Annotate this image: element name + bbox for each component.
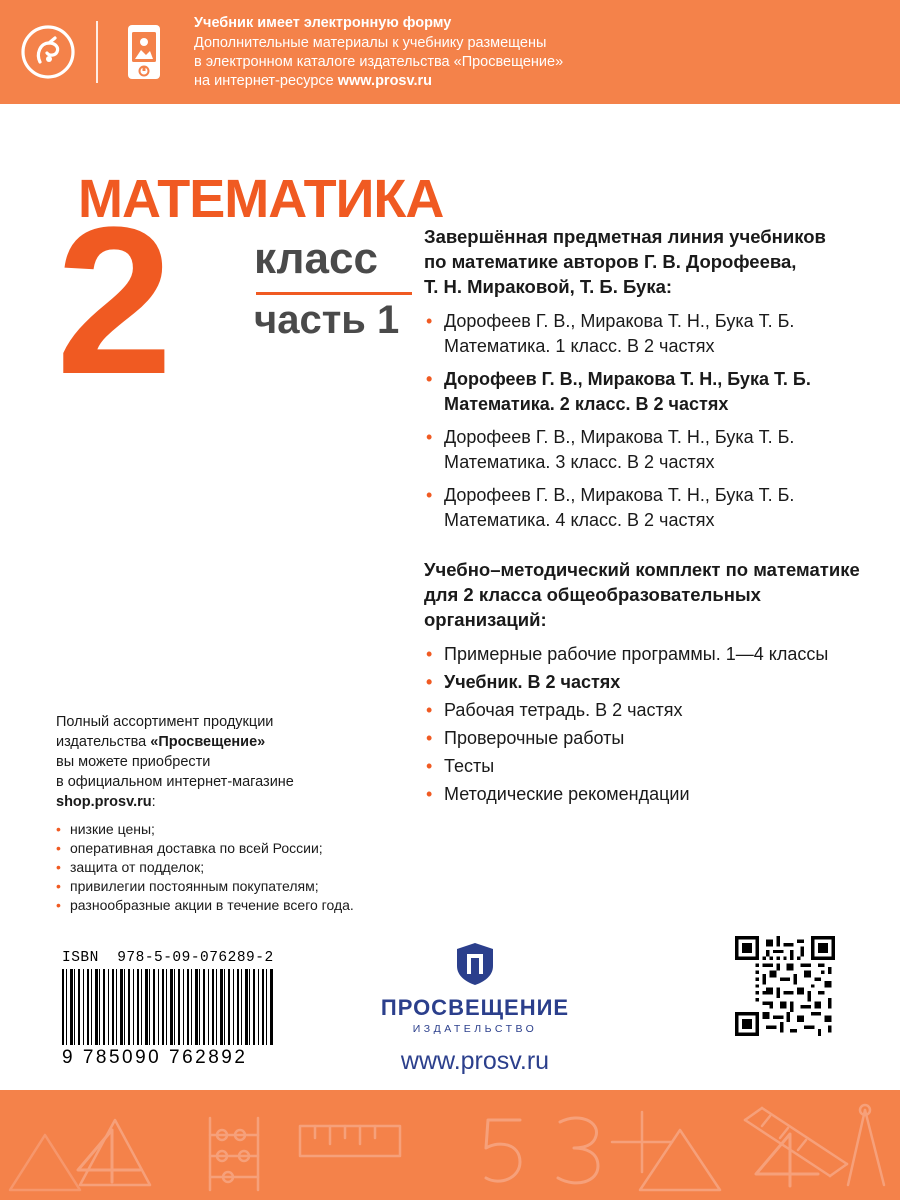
list-item: • Рабочая тетрадь. В 2 частях xyxy=(424,696,864,724)
isbn-label: ISBN xyxy=(62,950,99,966)
publisher-logo-icon xyxy=(0,24,96,80)
banner-divider xyxy=(96,21,98,83)
kit-heading-line-2: для 2 класса общеобразовательных организаций: xyxy=(424,584,761,630)
banner-line-1: Дополнительные материалы к учебнику размещены xyxy=(194,34,547,51)
publisher-url[interactable]: www.prosv.ru xyxy=(400,1047,550,1075)
book-authors: Дорофеев Г. В., Миракова Т. Н., Бука Т. Б. xyxy=(444,369,811,389)
online-shop-block xyxy=(56,712,396,915)
list-item: • Проверочные работы xyxy=(424,724,864,752)
series-heading-line-2: по математике авторов Г. В. Дорофеева, xyxy=(424,251,797,272)
banner-url[interactable]: www.prosv.ru xyxy=(337,72,433,89)
barcode-icon xyxy=(62,969,274,1045)
book-title: Математика. 1 класс. В 2 частях xyxy=(444,336,715,356)
list-item: • низкие цены; xyxy=(56,820,396,839)
list-item: • Методические рекомендации xyxy=(424,780,864,808)
shop-line-3: вы можете приобрести xyxy=(56,754,211,770)
list-item xyxy=(424,483,864,533)
series-and-kit-column xyxy=(424,224,864,808)
series-heading-line-1: Завершённая предметная линия учебников xyxy=(424,226,826,247)
qr-code-icon[interactable] xyxy=(735,936,835,1036)
book-title: Математика. 4 класс. В 2 частях xyxy=(444,510,715,530)
kit-item-list xyxy=(424,640,864,808)
electronic-form-banner xyxy=(0,0,900,104)
list-item: • разнообразные акции в течение всего года. xyxy=(56,896,396,915)
book-title: Математика. 3 класс. В 2 частях xyxy=(444,452,715,472)
isbn-barcode-block xyxy=(62,950,274,1069)
shop-line-2-prefix: издательства xyxy=(56,734,151,750)
math-symbols-pattern-icon xyxy=(0,1090,900,1200)
series-heading xyxy=(424,224,864,299)
shop-publisher-name: «Просвещение» xyxy=(150,734,266,750)
electronic-form-icon xyxy=(98,23,190,81)
book-authors: Дорофеев Г. В., Миракова Т. Н., Бука Т. Б. xyxy=(444,311,795,331)
list-item: • Учебник. В 2 частях xyxy=(424,668,864,696)
shop-line-5-suffix: : xyxy=(151,794,156,810)
cover-title-block xyxy=(56,134,444,424)
grade-word: класс xyxy=(254,234,378,283)
publisher-name: ПРОСВЕЩЕНИЕ xyxy=(380,995,570,1020)
publisher-subtitle: ИЗДАТЕЛЬСТВО xyxy=(412,1023,538,1035)
shop-line-1: Полный ассортимент продукции xyxy=(56,714,274,730)
kit-heading-line-1: Учебно–методический комплект по математике xyxy=(424,559,860,580)
kit-heading xyxy=(424,557,864,632)
shop-benefit-list xyxy=(56,820,396,915)
banner-text-block xyxy=(190,14,563,91)
list-item xyxy=(424,425,864,475)
isbn-code: 978-5-09-076289-2 xyxy=(117,950,274,966)
series-heading-line-3: Т. Н. Мираковой, Т. Б. Бука: xyxy=(424,276,673,297)
book-authors: Дорофеев Г. В., Миракова Т. Н., Бука Т. Б. xyxy=(444,485,795,505)
shop-url[interactable]: shop.prosv.ru xyxy=(56,794,152,810)
isbn-text xyxy=(62,950,274,966)
shop-line-4: в официальном интернет-магазине xyxy=(56,774,294,790)
list-item: • привилегии постоянным покупателям; xyxy=(56,877,396,896)
shop-line-2 xyxy=(56,732,396,752)
barcode-digits: 9 785090 762892 xyxy=(62,1047,248,1068)
banner-line-2: в электронном каталоге издательства «Просвещение» xyxy=(194,53,564,70)
grade-number: 2 xyxy=(56,183,165,418)
shop-line-5 xyxy=(56,792,396,812)
book-title: Математика. 2 класс. В 2 частях xyxy=(444,394,729,414)
list-item xyxy=(424,309,864,359)
back-cover-body xyxy=(0,104,900,1090)
list-item: • Тесты xyxy=(424,752,864,780)
book-authors: Дорофеев Г. В., Миракова Т. Н., Бука Т. Б. xyxy=(444,427,795,447)
title-rule xyxy=(256,292,412,295)
list-item: • защита от подделок; xyxy=(56,858,396,877)
subject-title: МАТЕМАТИКА xyxy=(78,169,444,229)
banner-line-3-prefix: на интернет-ресурсе xyxy=(194,72,338,89)
list-item: • оперативная доставка по всей России; xyxy=(56,839,396,858)
banner-title: Учебник имеет электронную форму xyxy=(194,14,452,31)
publisher-block xyxy=(370,942,580,1076)
prosveshchenie-shield-icon xyxy=(370,942,580,991)
part-label: часть 1 xyxy=(254,298,400,342)
list-item xyxy=(424,367,864,417)
bottom-decorative-strip xyxy=(0,1090,900,1200)
banner-line-3 xyxy=(194,72,563,91)
series-book-list xyxy=(424,309,864,533)
list-item: • Примерные рабочие программы. 1—4 классы xyxy=(424,640,864,668)
